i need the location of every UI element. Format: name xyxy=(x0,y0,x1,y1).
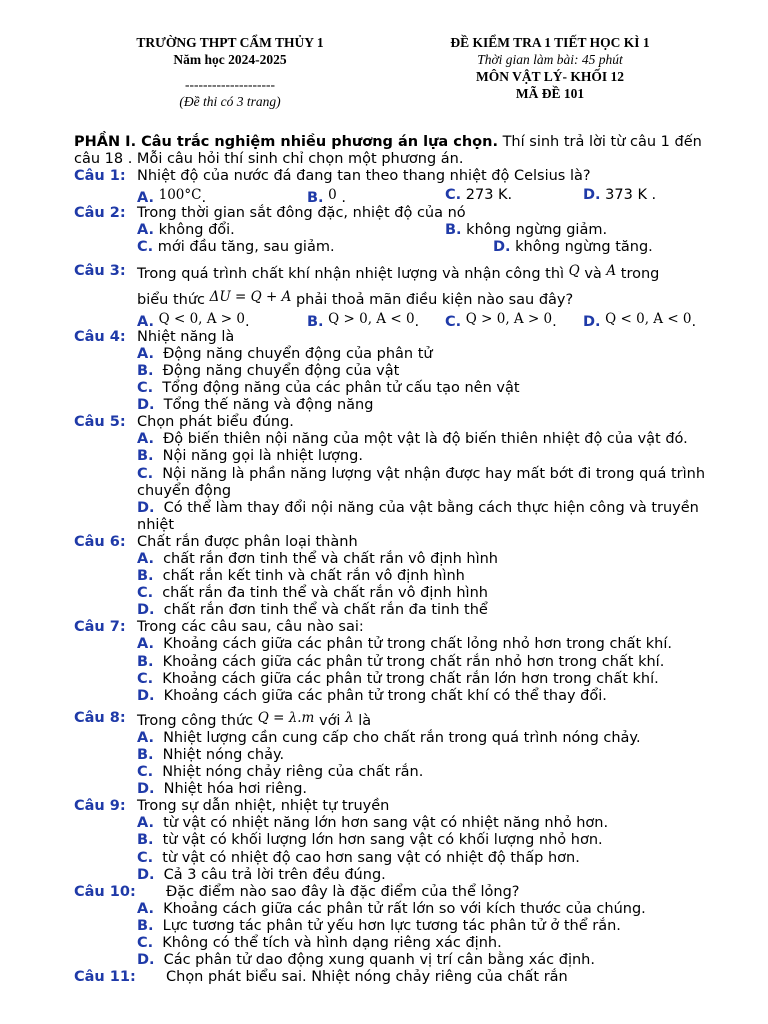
option-b[interactable]: B. Khoảng cách giữa các phân tử trong chất rắn nhỏ hơn trong chất khí. xyxy=(137,653,665,670)
exam-header xyxy=(0,34,768,124)
option-d[interactable]: D. Q < 0, A < 0. xyxy=(583,310,697,330)
option-b[interactable]: B. từ vật có khối lượng lớn hơn sang vật có khối lượng nhỏ hơn. xyxy=(137,832,603,849)
question-10 xyxy=(74,884,724,901)
option-a[interactable]: A. Khoảng cách giữa các phân tử trong chất lỏng nhỏ hơn trong chất khí. xyxy=(137,636,673,653)
option-c[interactable]: C. Không có thể tích và hình dạng riêng xác định. xyxy=(137,935,502,952)
option-a[interactable]: A. 100°C. xyxy=(137,187,207,207)
question-text: Trong công thức Q = λ.m với λ là xyxy=(137,709,372,729)
question-number: Câu 5: xyxy=(74,414,126,431)
options-row xyxy=(74,222,724,239)
options-row xyxy=(74,311,724,329)
question-5 xyxy=(74,414,724,431)
section-title: PHẦN I. Câu trắc nghiệm nhiều phương án lựa chọn. xyxy=(74,134,498,150)
option-b[interactable]: B. chất rắn kết tinh và chất rắn vô định hình xyxy=(137,568,465,585)
question-7 xyxy=(74,619,724,636)
option-d[interactable]: D. Tổng thế năng và động năng xyxy=(137,397,374,414)
option-a[interactable]: A. Động năng chuyển động của phân tử xyxy=(137,345,433,362)
section-intro xyxy=(74,134,724,168)
question-9 xyxy=(74,798,724,815)
option-d[interactable]: D. Các phân tử dao động xung quanh vị trí cân bằng xác định. xyxy=(137,952,595,969)
option-c[interactable]: C. 273 K. xyxy=(445,187,513,204)
exam-info-block xyxy=(400,34,700,102)
option-a[interactable]: A. từ vật có nhiệt năng lớn hơn sang vật có nhiệt năng nhỏ hơn. xyxy=(137,815,609,832)
question-text: Đặc điểm nào sao đây là đặc điểm của thể lỏng? xyxy=(166,883,520,900)
question-number: Câu 7: xyxy=(74,619,126,636)
exam-duration: Thời gian làm bài: 45 phút xyxy=(477,52,623,67)
option-d[interactable]: D. Nhiệt hóa hơi riêng. xyxy=(137,781,308,798)
question-text: Trong các câu sau, câu nào sai: xyxy=(137,619,364,636)
exam-subject: MÔN VẬT LÝ- KHỐI 12 xyxy=(475,69,624,84)
question-number: Câu 11: xyxy=(74,969,136,986)
options-row xyxy=(74,187,724,205)
page-count: (Đề thi có 3 trang) xyxy=(179,94,281,109)
question-2 xyxy=(74,205,724,222)
option-c[interactable]: C. Tổng động năng của các phân tử cấu tạo nên vật xyxy=(137,380,520,397)
option-c[interactable]: C. chất rắn đa tinh thể và chất rắn vô định hình xyxy=(137,585,488,602)
option-d[interactable]: D. Khoảng cách giữa các phân tử trong chất khí có thể thay đổi. xyxy=(137,687,607,704)
question-number: Câu 10: xyxy=(74,883,136,900)
option-a[interactable]: A. Nhiệt lượng cần cung cấp cho chất rắn trong quá trình nóng chảy. xyxy=(137,729,641,746)
option-d[interactable]: D. 373 K . xyxy=(583,187,657,204)
school-year: Năm học 2024-2025 xyxy=(173,52,287,67)
question-text: Chọn phát biểu đúng. xyxy=(137,414,294,431)
school-name: TRƯỜNG THPT CẨM THỦY 1 xyxy=(136,35,324,50)
divider-dashes: -------------------- xyxy=(185,77,275,92)
question-1 xyxy=(74,168,724,185)
option-c[interactable]: C. Nhiệt nóng chảy riêng của chất rắn. xyxy=(137,764,424,781)
option-a[interactable]: A. Khoảng cách giữa các phân tử rất lớn so với kích thước của chúng. xyxy=(137,900,646,917)
option-b[interactable]: B. Động năng chuyển động của vật xyxy=(137,362,400,379)
question-text: Nhiệt năng là xyxy=(137,328,235,345)
option-b[interactable]: B. Lực tương tác phân tử yếu hơn lực tương tác phân tử ở thể rắn. xyxy=(137,917,621,934)
option-c[interactable]: C. Nội năng là phần năng lượng vật nhận được hay mất bớt đi trong quá trình chuyển động xyxy=(137,465,706,499)
formula: ΔU = Q + A xyxy=(209,288,292,305)
question-8 xyxy=(74,710,724,730)
option-d[interactable]: D. Cả 3 câu trả lời trên đều đúng. xyxy=(137,866,386,883)
question-text: Trong thời gian sắt đông đặc, nhiệt độ của nó xyxy=(137,205,466,222)
exam-content xyxy=(74,134,724,986)
option-d[interactable]: D. chất rắn đơn tinh thể và chất rắn đa tinh thể xyxy=(137,602,488,619)
question-3-continued: biểu thức ΔU = Q + A phải thoả mãn điều kiện nào sau đây? xyxy=(137,288,574,308)
question-number: Câu 6: xyxy=(74,533,126,550)
option-a[interactable]: A. Độ biến thiên nội năng của một vật là độ biến thiên nhiệt độ của vật đó. xyxy=(137,431,688,448)
option-c[interactable]: C. mới đầu tăng, sau giảm. xyxy=(137,239,335,256)
question-number: Câu 3: xyxy=(74,262,126,279)
option-d[interactable]: D. Có thể làm thay đổi nội năng của vật bằng cách thực hiện công và truyền nhiệt xyxy=(137,499,699,533)
option-a[interactable]: A. không đổi. xyxy=(137,222,235,239)
question-11 xyxy=(74,969,724,986)
question-6 xyxy=(74,534,724,551)
option-c[interactable]: C. Q > 0, A > 0. xyxy=(445,310,557,330)
option-a[interactable]: A. Q < 0, A > 0. xyxy=(137,310,250,330)
question-text: Nhiệt độ của nước đá đang tan theo thang nhiệt độ Celsius là? xyxy=(137,168,591,185)
question-number: Câu 8: xyxy=(74,709,126,726)
option-a[interactable]: A. chất rắn đơn tinh thể và chất rắn vô định hình xyxy=(137,550,498,567)
option-b[interactable]: B. không ngừng giảm. xyxy=(445,222,608,239)
question-number: Câu 9: xyxy=(74,798,126,815)
option-b[interactable]: B. 0 . xyxy=(307,187,346,207)
exam-code: MÃ ĐỀ 101 xyxy=(515,86,585,101)
question-number: Câu 2: xyxy=(74,205,126,222)
question-number: Câu 1: xyxy=(74,168,126,185)
school-block xyxy=(70,34,390,110)
question-3 xyxy=(74,263,724,283)
question-text: Trong quá trình chất khí nhận nhiệt lượng và nhận công thì Q và A trong xyxy=(137,262,660,282)
formula: Q = λ.m xyxy=(257,709,315,726)
question-text: Trong sự dẫn nhiệt, nhiệt tự truyền xyxy=(137,798,390,815)
option-b[interactable]: B. Nhiệt nóng chảy. xyxy=(137,747,285,763)
question-number: Câu 4: xyxy=(74,328,126,345)
option-c[interactable]: C. từ vật có nhiệt độ cao hơn sang vật có nhiệt độ thấp hơn. xyxy=(137,849,580,866)
option-b[interactable]: B. Nội năng gọi là nhiệt lượng. xyxy=(137,448,363,465)
question-text: Chất rắn được phân loại thành xyxy=(137,533,358,550)
options-row xyxy=(74,239,724,256)
exam-title: ĐỀ KIỂM TRA 1 TIẾT HỌC KÌ 1 xyxy=(450,35,650,50)
section-instructions: Thí sinh trả lời từ câu 1 đến câu 18 . Mỗi câu hỏi thí sinh chỉ chọn một phương án. xyxy=(74,134,702,168)
question-4 xyxy=(74,329,724,346)
option-c[interactable]: C. Khoảng cách giữa các phân tử trong chất rắn lớn hơn trong chất khí. xyxy=(137,670,659,687)
option-b[interactable]: B. Q > 0, A < 0. xyxy=(307,310,420,330)
question-text: Chọn phát biểu sai. Nhiệt nóng chảy riêng của chất rắn xyxy=(166,969,568,986)
option-d[interactable]: D. không ngừng tăng. xyxy=(493,239,653,256)
